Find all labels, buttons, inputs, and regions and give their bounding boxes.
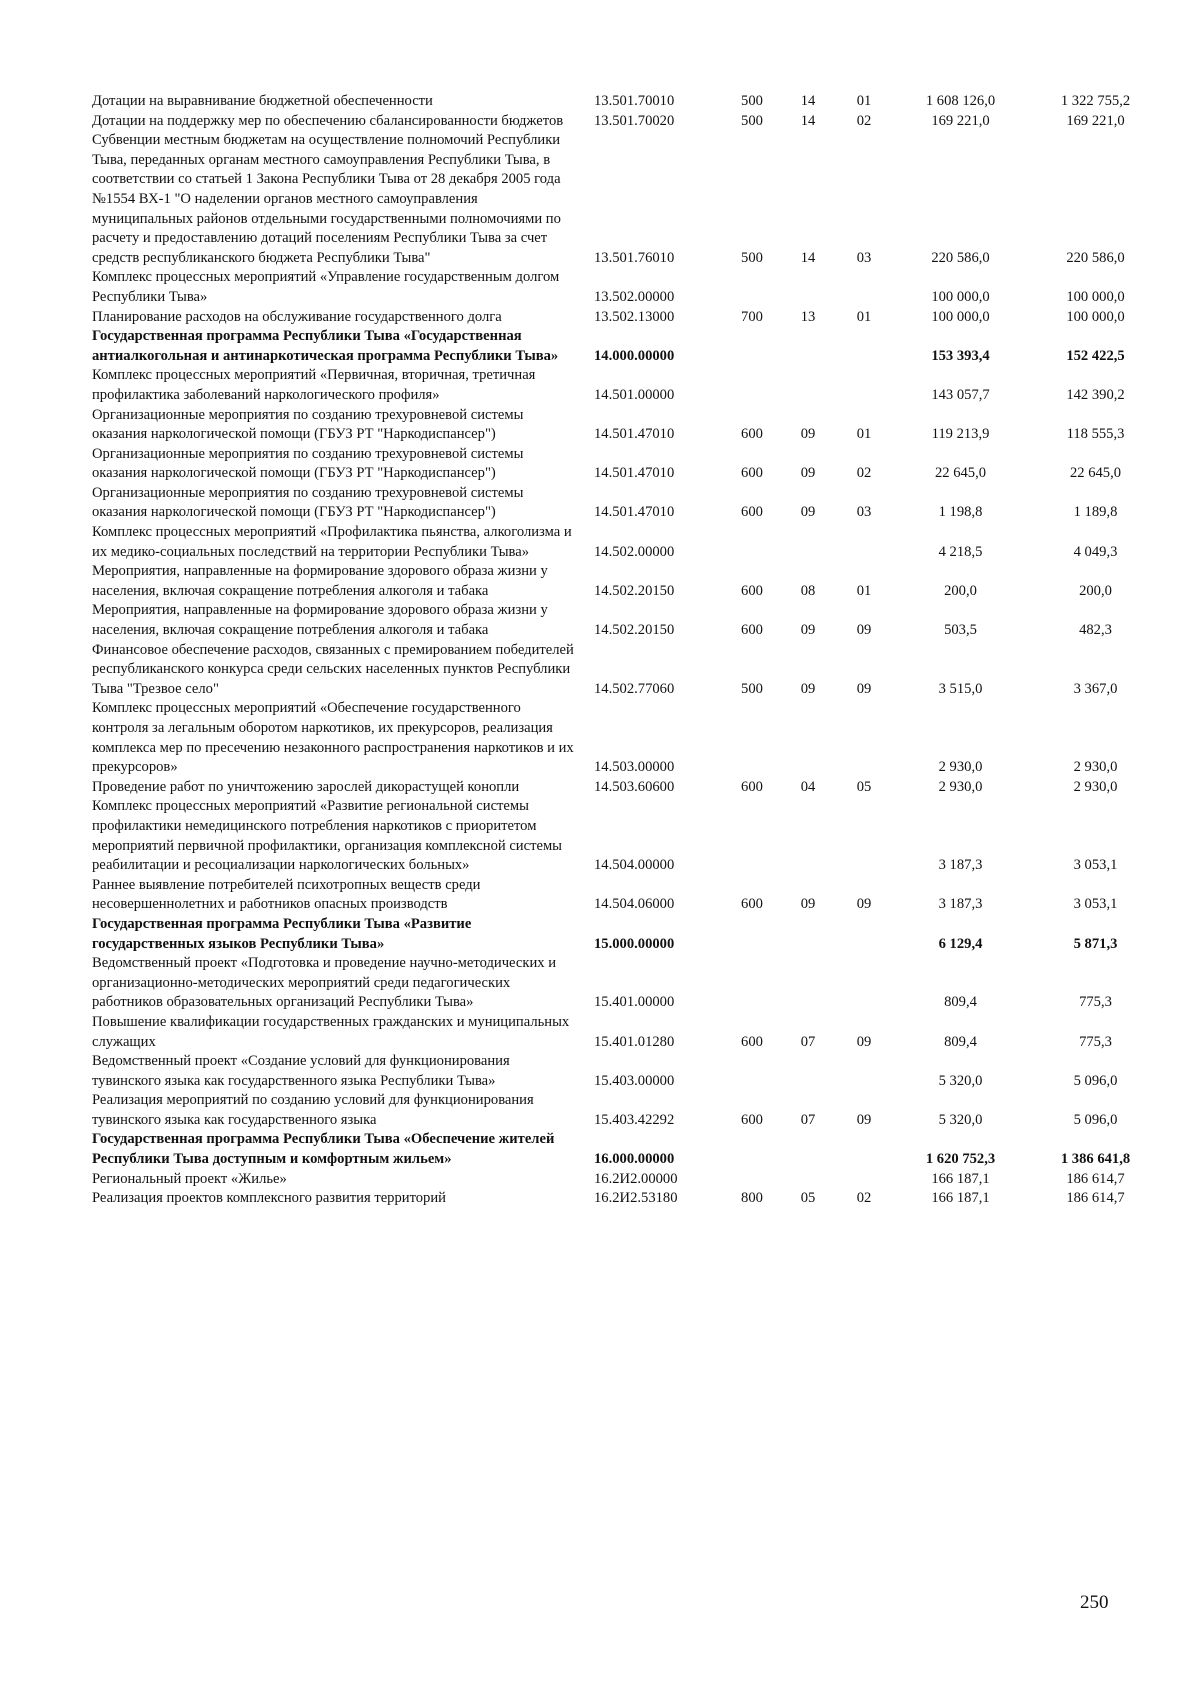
- row-sum-2: 5 096,0: [1073, 1111, 1118, 1128]
- row-sum-2: 775,3: [1079, 1033, 1112, 1050]
- row-sum-1: 100 000,0: [931, 308, 990, 325]
- row-sum-1: 143 057,7: [931, 386, 990, 403]
- row-sum-1: 6 129,4: [938, 935, 983, 952]
- row-expense-type: 600: [741, 582, 763, 599]
- row-sum-1: 1 608 126,0: [925, 93, 996, 109]
- table-row: [92, 876, 1162, 915]
- row-sum-2: 482,3: [1079, 622, 1112, 639]
- row-name: Дотации на поддержку мер по обеспечению сбалансированности бюджетов: [92, 112, 564, 129]
- row-code: 15.401.01280: [594, 1033, 675, 1050]
- row-name: Государственная программа Республики Тыва «Обеспечение жителей Республики Тыва доступным и комфортным жильем»: [92, 1131, 555, 1168]
- row-sum-1: 22 645,0: [934, 465, 987, 482]
- table-row: [92, 1170, 1162, 1190]
- row-sum-2: 1 322 755,2: [1060, 93, 1131, 109]
- row-section: 09: [800, 896, 816, 913]
- row-sum-2: 220 586,0: [1066, 249, 1125, 266]
- row-expense-type: 500: [741, 93, 763, 109]
- row-code: 14.503.00000: [594, 759, 675, 776]
- row-subsection: [836, 954, 892, 1013]
- row-sum-1: 1 620 752,3: [925, 1151, 996, 1168]
- row-code: 14.502.20150: [594, 582, 675, 599]
- row-expense-type: 600: [741, 622, 763, 639]
- row-name: Организационные мероприятия по созданию трехуровневой системы оказания наркологической помощи (ГБУЗ РТ "Наркодиспансер"): [92, 445, 524, 482]
- row-sum-2: 100 000,0: [1066, 288, 1125, 305]
- row-expense-type: 600: [741, 896, 763, 913]
- row-section: 07: [800, 1033, 816, 1050]
- row-expense-type: 600: [741, 465, 763, 482]
- row-section: 04: [800, 778, 816, 795]
- row-code: 15.403.42292: [594, 1111, 675, 1128]
- row-name: Комплекс процессных мероприятий «Обеспечение государственного контроля за легальным оборотом наркотиков, их прекурсоров, реализация комплекса мер по пресечению незаконного распространения наркотиков и их прекурсоров»: [92, 700, 574, 776]
- row-section: 14: [800, 93, 816, 109]
- row-sum-2: 3 053,1: [1073, 896, 1118, 913]
- row-name: Субвенции местным бюджетам на осуществление полномочий Республики Тыва, переданных органам местного самоуправления Республики Тыва, в соответствии со статьей 1 Закона Республики Тыва от 28 декабря 2005 года №1554 ВХ-1 "О наделении органов местного самоуправления муниципальных районов отдельными государственными полномочиями по расчету и предоставлению дотаций поселениям Республики Тыва за счет средств республиканского бюджета Республики Тыва": [92, 132, 561, 266]
- row-sum-2: 4 049,3: [1073, 543, 1118, 560]
- row-code: 14.502.00000: [594, 543, 675, 560]
- table-row: [92, 406, 1162, 445]
- row-expense-type: [724, 268, 780, 307]
- row-name: Комплекс процессных мероприятий «Управление государственным долгом Республики Тыва»: [92, 269, 560, 305]
- row-code: 14.501.00000: [594, 386, 675, 403]
- table-row: [92, 92, 1162, 112]
- row-expense-type: 600: [741, 1033, 763, 1050]
- row-code: 13.502.13000: [594, 308, 675, 325]
- row-section: [780, 954, 836, 1013]
- row-subsection: 02: [856, 465, 872, 482]
- row-subsection: 03: [856, 249, 872, 266]
- row-section: 09: [800, 426, 816, 443]
- row-subsection: 02: [856, 112, 872, 129]
- row-sum-2: 5 096,0: [1073, 1072, 1118, 1089]
- row-sum-2: 2 930,0: [1073, 759, 1118, 776]
- row-sum-1: 2 930,0: [938, 759, 983, 776]
- row-name: Раннее выявление потребителей психотропных веществ среди несовершеннолетних и работников опасных производств: [92, 876, 481, 913]
- row-sum-2: 5 871,3: [1073, 935, 1118, 952]
- row-name: Планирование расходов на обслуживание государственного долга: [92, 308, 502, 325]
- table-row: [92, 131, 1162, 268]
- table-row: [92, 797, 1162, 875]
- table-row: [92, 1052, 1162, 1091]
- row-sum-2: 3 367,0: [1073, 680, 1118, 697]
- row-sum-1: 166 187,1: [931, 1170, 990, 1187]
- row-name: Региональный проект «Жилье»: [92, 1170, 287, 1187]
- row-expense-type: [724, 523, 780, 562]
- row-code: 13.502.00000: [594, 288, 675, 305]
- row-sum-2: 1 386 641,8: [1060, 1151, 1131, 1168]
- row-name: Комплекс процессных мероприятий «Развитие региональной системы профилактики немедицинского потребления наркотиков с приоритетом мероприятий первичной профилактики, организация комплексной системы реабилитации и ресоциализации наркологических больных»: [92, 798, 562, 874]
- row-name: Ведомственный проект «Создание условий для функционирования тувинского языка как государственного языка Республики Тыва»: [92, 1053, 510, 1089]
- table-row: [92, 1091, 1162, 1130]
- row-sum-1: 5 320,0: [938, 1072, 983, 1089]
- row-name: Реализация мероприятий по созданию условий для функционирования тувинского языка как государственного языка: [92, 1092, 534, 1128]
- row-sum-1: 100 000,0: [931, 288, 990, 305]
- row-name: Комплекс процессных мероприятий «Первичная, вторичная, третичная профилактика заболеваний наркологического профиля»: [92, 367, 536, 403]
- row-section: [780, 797, 836, 875]
- table-row: [92, 366, 1162, 405]
- row-sum-1: 220 586,0: [931, 249, 990, 266]
- row-subsection: [836, 268, 892, 307]
- row-subsection: [836, 797, 892, 875]
- row-subsection: [836, 523, 892, 562]
- table-row: [92, 327, 1162, 366]
- row-expense-type: [724, 366, 780, 405]
- row-name: Финансовое обеспечение расходов, связанных с премированием победителей республиканского конкурса среди сельских населенных пунктов Республики Тыва "Трезвое село": [92, 641, 574, 697]
- row-subsection: 09: [856, 680, 872, 697]
- row-section: 14: [800, 249, 816, 266]
- row-sum-1: 3 187,3: [938, 896, 983, 913]
- row-subsection: [836, 699, 892, 777]
- table-row: [92, 268, 1162, 307]
- row-expense-type: [724, 1052, 780, 1091]
- row-section: [780, 327, 836, 366]
- row-sum-2: 169 221,0: [1066, 112, 1125, 129]
- row-sum-1: 166 187,1: [931, 1190, 990, 1207]
- row-sum-2: 200,0: [1079, 582, 1112, 599]
- row-section: [780, 1052, 836, 1091]
- row-sum-2: 100 000,0: [1066, 308, 1125, 325]
- row-subsection: 09: [856, 622, 872, 639]
- row-name: Мероприятия, направленные на формирование здорового образа жизни у населения, включая сокращение потребления алкоголя и табака: [92, 563, 548, 599]
- row-code: 14.000.00000: [594, 347, 675, 364]
- row-sum-2: 118 555,3: [1066, 426, 1125, 443]
- row-sum-1: 119 213,9: [931, 426, 990, 443]
- page-number: 250: [1080, 1592, 1109, 1613]
- row-expense-type: 600: [741, 426, 763, 443]
- row-code: 14.501.47010: [594, 465, 675, 482]
- row-code: 15.000.00000: [594, 935, 675, 952]
- row-sum-1: 809,4: [944, 1033, 977, 1050]
- row-section: 09: [800, 680, 816, 697]
- row-section: 07: [800, 1111, 816, 1128]
- row-name: Государственная программа Республики Тыва «Развитие государственных языков Республики Тыва»: [92, 915, 472, 952]
- row-subsection: 09: [856, 1111, 872, 1128]
- row-sum-2: 2 930,0: [1073, 778, 1118, 795]
- row-section: 13: [800, 308, 816, 325]
- table-row: [92, 484, 1162, 523]
- row-name: Организационные мероприятия по созданию трехуровневой системы оказания наркологической помощи (ГБУЗ РТ "Наркодиспансер"): [92, 484, 524, 521]
- row-code: 14.504.00000: [594, 857, 675, 874]
- row-sum-1: 169 221,0: [931, 112, 990, 129]
- row-subsection: 05: [856, 778, 872, 795]
- row-code: 14.501.47010: [594, 504, 675, 521]
- row-name: Мероприятия, направленные на формирование здорового образа жизни у населения, включая сокращение потребления алкоголя и табака: [92, 602, 548, 639]
- row-section: [780, 268, 836, 307]
- row-sum-1: 153 393,4: [931, 347, 990, 364]
- row-code: 16.000.00000: [594, 1151, 675, 1168]
- row-code: 13.501.76010: [594, 249, 675, 266]
- table-row: [92, 523, 1162, 562]
- table-row: [92, 954, 1162, 1013]
- row-subsection: [836, 1130, 892, 1169]
- row-expense-type: [724, 797, 780, 875]
- row-name: Дотации на выравнивание бюджетной обеспеченности: [92, 93, 433, 109]
- row-name: Повышение квалификации государственных гражданских и муниципальных служащих: [92, 1013, 570, 1050]
- row-code: 16.2И2.00000: [594, 1170, 678, 1187]
- row-sum-2: 186 614,7: [1066, 1190, 1125, 1207]
- row-subsection: 02: [856, 1190, 872, 1207]
- row-code: 16.2И2.53180: [594, 1190, 678, 1207]
- row-sum-2: 1 189,8: [1073, 504, 1118, 521]
- row-expense-type: 500: [741, 112, 763, 129]
- row-section: [780, 699, 836, 777]
- row-sum-1: 1 198,8: [938, 504, 983, 521]
- row-section: 09: [800, 504, 816, 521]
- table-row: [92, 1013, 1162, 1052]
- row-section: [780, 1170, 836, 1190]
- row-section: [780, 1130, 836, 1169]
- row-sum-2: 775,3: [1079, 994, 1112, 1011]
- row-section: [780, 366, 836, 405]
- row-expense-type: 500: [741, 680, 763, 697]
- row-sum-1: 3 187,3: [938, 857, 983, 874]
- row-sum-1: 5 320,0: [938, 1111, 983, 1128]
- table-row: [92, 1189, 1162, 1209]
- row-subsection: 01: [856, 308, 872, 325]
- row-subsection: 01: [856, 582, 872, 599]
- table-row: [92, 641, 1162, 700]
- row-section: 05: [800, 1190, 816, 1207]
- row-subsection: 01: [856, 93, 872, 109]
- row-name: Ведомственный проект «Подготовка и проведение научно-методических и организационно-методических мероприятий среди педагогических работников образовательных организаций Республики Тыва»: [92, 955, 557, 1011]
- row-expense-type: [724, 915, 780, 954]
- row-sum-1: 809,4: [944, 994, 977, 1011]
- row-code: 14.502.20150: [594, 622, 675, 639]
- row-expense-type: 500: [741, 249, 763, 266]
- row-sum-1: 2 930,0: [938, 778, 983, 795]
- row-subsection: [836, 1170, 892, 1190]
- row-sum-2: 152 422,5: [1066, 347, 1125, 364]
- row-code: 14.503.60600: [594, 778, 675, 795]
- row-code: 14.504.06000: [594, 896, 675, 913]
- row-section: [780, 523, 836, 562]
- row-sum-2: 22 645,0: [1069, 465, 1122, 482]
- row-name: Организационные мероприятия по созданию трехуровневой системы оказания наркологической помощи (ГБУЗ РТ "Наркодиспансер"): [92, 406, 524, 443]
- row-section: 08: [800, 582, 816, 599]
- table-row: [92, 1130, 1162, 1169]
- row-expense-type: 700: [741, 308, 763, 325]
- row-expense-type: [724, 1170, 780, 1190]
- row-expense-type: 600: [741, 1111, 763, 1128]
- row-sum-2: 186 614,7: [1066, 1170, 1125, 1187]
- row-sum-1: 4 218,5: [938, 543, 983, 560]
- row-expense-type: [724, 954, 780, 1013]
- row-name: Комплекс процессных мероприятий «Профилактика пьянства, алкоголизма и их медико-социальных последствий на территории Республики Тыва»: [92, 524, 572, 560]
- row-subsection: 03: [856, 504, 872, 521]
- row-subsection: [836, 1052, 892, 1091]
- row-sum-2: 142 390,2: [1066, 386, 1125, 403]
- row-expense-type: 600: [741, 778, 763, 795]
- row-section: [780, 915, 836, 954]
- table-row: [92, 915, 1162, 954]
- row-code: 14.501.47010: [594, 426, 675, 443]
- row-code: 13.501.70010: [594, 93, 675, 109]
- row-expense-type: 600: [741, 504, 763, 521]
- row-subsection: [836, 366, 892, 405]
- row-expense-type: [724, 1130, 780, 1169]
- row-subsection: 01: [856, 426, 872, 443]
- table-row: [92, 308, 1162, 328]
- row-expense-type: [724, 699, 780, 777]
- row-name: Реализация проектов комплексного развития территорий: [92, 1190, 446, 1207]
- table-row: [92, 601, 1162, 640]
- row-sum-1: 3 515,0: [938, 680, 983, 697]
- row-section: 14: [800, 112, 816, 129]
- row-name: Проведение работ по уничтожению зарослей дикорастущей конопли: [92, 778, 520, 795]
- row-code: 15.403.00000: [594, 1072, 675, 1089]
- row-subsection: [836, 327, 892, 366]
- row-expense-type: [724, 327, 780, 366]
- row-expense-type: 800: [741, 1190, 763, 1207]
- row-subsection: 09: [856, 896, 872, 913]
- row-section: 09: [800, 622, 816, 639]
- budget-table: [92, 92, 1162, 1209]
- row-sum-1: 200,0: [944, 582, 977, 599]
- table-row: [92, 445, 1162, 484]
- row-sum-2: 3 053,1: [1073, 857, 1118, 874]
- row-code: 14.502.77060: [594, 680, 675, 697]
- row-subsection: 09: [856, 1033, 872, 1050]
- row-sum-1: 503,5: [944, 622, 977, 639]
- table-row: [92, 562, 1162, 601]
- row-name: Государственная программа Республики Тыва «Государственная антиалкогольная и антинаркотическая программа Республики Тыва»: [92, 328, 559, 364]
- row-subsection: [836, 915, 892, 954]
- row-section: 09: [800, 465, 816, 482]
- row-code: 15.401.00000: [594, 994, 675, 1011]
- row-code: 13.501.70020: [594, 112, 675, 129]
- table-row: [92, 778, 1162, 798]
- table-row: [92, 112, 1162, 132]
- table-row: [92, 699, 1162, 777]
